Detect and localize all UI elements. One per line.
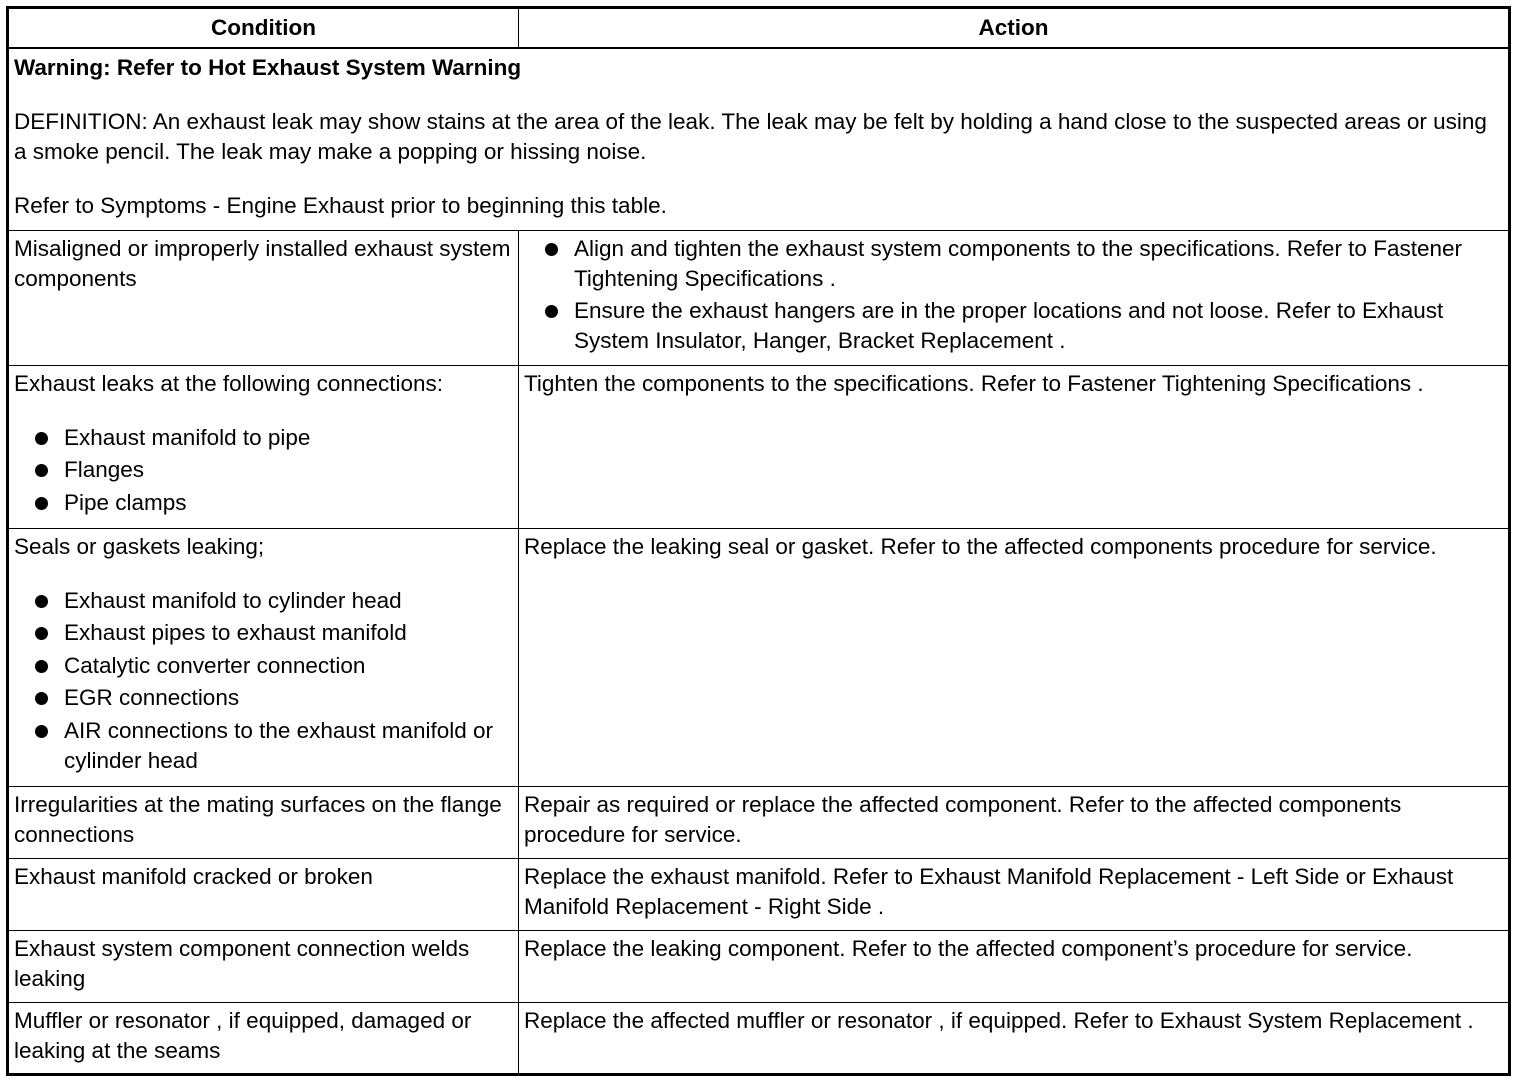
bullet-icon — [35, 497, 48, 510]
list-item: Flanges — [14, 455, 513, 485]
intro-row — [8, 48, 1510, 230]
action-cell: Replace the leaking seal or gasket. Refer to the affected components procedure for service. — [519, 528, 1510, 786]
condition-cell — [8, 528, 519, 786]
action-cell: Replace the leaking component. Refer to the affected component’s procedure for service. — [519, 930, 1510, 1002]
bullet-icon — [35, 432, 48, 445]
bullet-icon — [35, 595, 48, 608]
list-item: Ensure the exhaust hangers are in the proper locations and not loose. Refer to Exhaust System Insulator, Hanger, Bracket Replacement . — [524, 296, 1503, 356]
condition-cell — [8, 365, 519, 528]
intro-cell — [8, 48, 1510, 230]
definition-text: DEFINITION: An exhaust leak may show stains at the area of the leak. The leak may be felt by holding a hand close to the suspected areas or using a smoke pencil. The leak may make a popping or hissing noise. — [14, 109, 1487, 164]
refer-text: Refer to Symptoms - Engine Exhaust prior to beginning this table. — [14, 193, 667, 218]
condition-cell: Muffler or resonator , if equipped, damaged or leaking at the seams — [8, 1002, 519, 1074]
condition-bullet-list — [14, 586, 513, 776]
condition-cell: Exhaust manifold cracked or broken — [8, 858, 519, 930]
action-cell: Tighten the components to the specifications. Refer to Fastener Tightening Specifications . — [519, 365, 1510, 528]
table-row — [8, 230, 1510, 365]
condition-bullet-list — [14, 423, 513, 518]
list-item: EGR connections — [14, 683, 513, 713]
header-row — [8, 8, 1510, 49]
table-row — [8, 786, 1510, 858]
bullet-icon — [35, 464, 48, 477]
bullet-icon — [35, 660, 48, 673]
condition-text: Seals or gaskets leaking; — [14, 533, 265, 559]
condition-cell: Misaligned or improperly installed exhaust system components — [8, 230, 519, 365]
bullet-icon — [35, 692, 48, 705]
table-row — [8, 528, 1510, 786]
condition-cell: Exhaust system component connection welds leaking — [8, 930, 519, 1002]
action-cell — [519, 230, 1510, 365]
action-cell: Replace the exhaust manifold. Refer to Exhaust Manifold Replacement - Left Side or Exhaust Manifold Replacement - Right Side . — [519, 858, 1510, 930]
table-row — [8, 1002, 1510, 1074]
action-cell: Repair as required or replace the affected component. Refer to the affected components procedure for service. — [519, 786, 1510, 858]
list-item: Catalytic converter connection — [14, 651, 513, 681]
action-bullet-list — [524, 234, 1503, 356]
list-item: Pipe clamps — [14, 488, 513, 518]
table-row — [8, 365, 1510, 528]
warning-text: Warning: Refer to Hot Exhaust System Warning — [14, 55, 522, 80]
list-item: Align and tighten the exhaust system components to the specifications. Refer to Fastener Tightening Specifications . — [524, 234, 1503, 294]
condition-text: Exhaust leaks at the following connections: — [14, 370, 444, 396]
condition-header: Condition — [8, 8, 519, 49]
table-row — [8, 930, 1510, 1002]
condition-cell: Irregularities at the mating surfaces on the flange connections — [8, 786, 519, 858]
bullet-icon — [545, 305, 558, 318]
action-header: Action — [519, 8, 1510, 49]
list-item: AIR connections to the exhaust manifold or cylinder head — [14, 716, 513, 776]
bullet-icon — [545, 243, 558, 256]
diagnostic-table — [6, 6, 1511, 1076]
list-item: Exhaust manifold to cylinder head — [14, 586, 513, 616]
table-row — [8, 858, 1510, 930]
bullet-icon — [35, 627, 48, 640]
list-item: Exhaust pipes to exhaust manifold — [14, 618, 513, 648]
list-item: Exhaust manifold to pipe — [14, 423, 513, 453]
action-cell: Replace the affected muffler or resonator , if equipped. Refer to Exhaust System Replacement . — [519, 1002, 1510, 1074]
bullet-icon — [35, 725, 48, 738]
